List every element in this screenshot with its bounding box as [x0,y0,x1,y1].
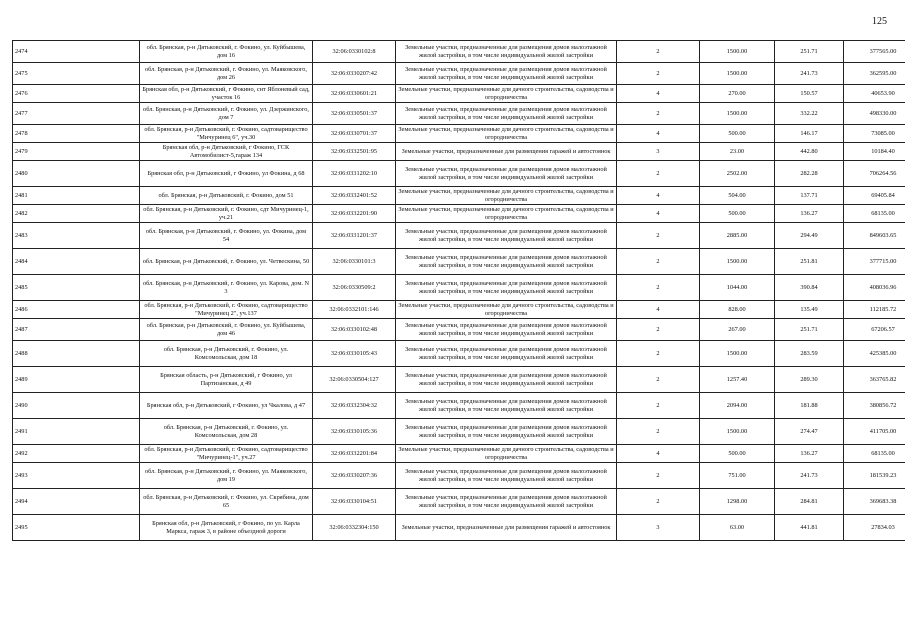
row-number: 2490 [13,393,140,419]
cadastral-value-cell: 706264.56 [844,161,905,187]
category-cell: 2 [617,161,700,187]
row-number: 2495 [13,515,140,541]
table-row [13,103,905,125]
row-number: 2491 [13,419,140,445]
category-cell: 2 [617,63,700,85]
land-use-cell: Земельные участки, предназначенные для размещения домов малоэтажной жилой застройки, в том числе индивидуальной жилой застройки [396,319,617,341]
category-cell: 4 [617,205,700,223]
table-row [13,41,905,63]
cadastral-value-cell: 181539.23 [844,463,905,489]
cadastral-value-cell: 408036.96 [844,275,905,301]
address-cell: обл. Брянская, р-н Дятьковский, г. Фокино, садтоварищество "Мичуринец 2", уч.137 [140,301,313,319]
cadastral-number-cell: 32:06:0332201:84 [313,445,396,463]
cadastral-value-cell: 10184.40 [844,143,905,161]
address-cell: Брянская область, р-н Дятьковский, г Фокино, ул Партизанская, д 49 [140,367,313,393]
address-cell: обл. Брянская, р-н Дятьковский, г. Фокино, ул. Карова, дом. N 3 [140,275,313,301]
table-row [13,85,905,103]
unit-value-cell: 284.81 [775,489,844,515]
cadastral-value-cell: 68135.00 [844,445,905,463]
cadastral-number-cell: 32:06:0332201:90 [313,205,396,223]
unit-value-cell: 251.81 [775,249,844,275]
cadastral-number-cell: 32:06:0332101:146 [313,301,396,319]
row-number: 2487 [13,319,140,341]
land-use-cell: Земельные участки, предназначенные для дачного строительства, садоводства и огородничества [396,125,617,143]
cadastral-number-cell: 32:06:0332501:95 [313,143,396,161]
cadastral-number-cell: 32:06:0330207:36 [313,463,396,489]
address-cell: обл. Брянская, р-н Дятьковский, г. Фокино, ул. Четвескина, 50 [140,249,313,275]
land-use-cell: Земельные участки, предназначенные для размещения домов малоэтажной жилой застройки, в том числе индивидуальной жилой застройки [396,223,617,249]
land-use-cell: Земельные участки, предназначенные для размещения домов малоэтажной жилой застройки, в том числе индивидуальной жилой застройки [396,41,617,63]
cadastral-value-cell: 377565.00 [844,41,905,63]
land-use-cell: Земельные участки, предназначенные для размещения гаражей и автостоянок [396,143,617,161]
land-use-cell: Земельные участки, предназначенные для размещения домов малоэтажной жилой застройки, в том числе индивидуальной жилой застройки [396,63,617,85]
table-row [13,249,905,275]
area-cell: 23.00 [700,143,775,161]
address-cell: обл. Брянская, р-н Дятьковский, г. Фокино, ул. Дзержинского, дом 7 [140,103,313,125]
cadastral-number-cell: 32:06:0330102:8 [313,41,396,63]
cadastral-number-cell: 32:06:0332304:150 [313,515,396,541]
cadastral-value-cell: 67206.57 [844,319,905,341]
address-cell: обл. Брянская, р-н Дятьковский, г. Фокино, ул. Скрябина, дом 65 [140,489,313,515]
category-cell: 2 [617,463,700,489]
table-row [13,393,905,419]
area-cell: 504.00 [700,187,775,205]
address-cell: обл. Брянская, р-н Дятьковский, г. Фокино, ул. Куйбышева, дом 46 [140,319,313,341]
row-number: 2481 [13,187,140,205]
address-cell: Брянская обл, р-н Дятьковский, г Фокино, по ул. Карла Маркса, гараж 3, в районе объездной дороги [140,515,313,541]
area-cell: 500.00 [700,205,775,223]
unit-value-cell: 274.47 [775,419,844,445]
address-cell: обл. Брянская, р-н Дятьковский, г. Фокино, ул. Комсомольская, дом 18 [140,341,313,367]
cadastral-number-cell: 32:06:0330105:36 [313,419,396,445]
land-use-cell: Земельные участки, предназначенные для дачного строительства, садоводства и огородничества [396,187,617,205]
table-row [13,125,905,143]
area-cell: 2885.00 [700,223,775,249]
area-cell: 1500.00 [700,341,775,367]
table-body [13,41,905,541]
area-cell: 1044.00 [700,275,775,301]
row-number: 2485 [13,275,140,301]
land-use-cell: Земельные участки, предназначенные для дачного строительства, садоводства и огородничества [396,301,617,319]
cadastral-number-cell: 32:06:0331202:10 [313,161,396,187]
table-row [13,341,905,367]
table-row [13,367,905,393]
table-row [13,275,905,301]
land-use-cell: Земельные участки, предназначенные для размещения домов малоэтажной жилой застройки, в том числе индивидуальной жилой застройки [396,393,617,419]
table-row [13,143,905,161]
area-cell: 500.00 [700,445,775,463]
category-cell: 2 [617,103,700,125]
area-cell: 1500.00 [700,103,775,125]
row-number: 2483 [13,223,140,249]
category-cell: 2 [617,489,700,515]
cadastral-number-cell: 32:06:0331201:37 [313,223,396,249]
unit-value-cell: 241.73 [775,63,844,85]
cadastral-value-cell: 380856.72 [844,393,905,419]
unit-value-cell: 441.81 [775,515,844,541]
cadastral-number-cell: 32:06:0330509:2 [313,275,396,301]
address-cell: Брянская обл, р-н Дятьковский, г Фокино, ГСК Автомобилист-5,гараж 134 [140,143,313,161]
land-use-cell: Земельные участки, предназначенные для размещения домов малоэтажной жилой застройки, в том числе индивидуальной жилой застройки [396,275,617,301]
category-cell: 2 [617,223,700,249]
category-cell: 2 [617,275,700,301]
unit-value-cell: 282.28 [775,161,844,187]
row-number: 2484 [13,249,140,275]
area-cell: 267.00 [700,319,775,341]
category-cell: 2 [617,367,700,393]
row-number: 2478 [13,125,140,143]
cadastral-number-cell: 32:06:0330101:3 [313,249,396,275]
land-use-cell: Земельные участки, предназначенные для дачного строительства, садоводства и огородничества [396,85,617,103]
category-cell: 2 [617,249,700,275]
unit-value-cell: 136.27 [775,445,844,463]
unit-value-cell: 137.71 [775,187,844,205]
unit-value-cell: 442.80 [775,143,844,161]
area-cell: 1500.00 [700,249,775,275]
row-number: 2477 [13,103,140,125]
category-cell: 2 [617,41,700,63]
land-use-cell: Земельные участки, предназначенные для размещения домов малоэтажной жилой застройки, в том числе индивидуальной жилой застройки [396,341,617,367]
unit-value-cell: 241.73 [775,463,844,489]
address-cell: обл. Брянская, р-н Дятьковский, г. Фокино, садтоварищество "Мичуринец-1", уч.27 [140,445,313,463]
land-use-cell: Земельные участки, предназначенные для размещения домов малоэтажной жилой застройки, в том числе индивидуальной жилой застройки [396,367,617,393]
address-cell: обл. Брянская, р-н Дятьковский, г. Фокино, ул. Маяковского, дом 19 [140,463,313,489]
area-cell: 500.00 [700,125,775,143]
land-use-cell: Земельные участки, предназначенные для размещения домов малоэтажной жилой застройки, в том числе индивидуальной жилой застройки [396,103,617,125]
unit-value-cell: 181.88 [775,393,844,419]
cadastral-value-cell: 40653.90 [844,85,905,103]
row-number: 2479 [13,143,140,161]
row-number: 2482 [13,205,140,223]
table-row [13,205,905,223]
page-number: 125 [872,16,887,27]
address-cell: обл. Брянская, р-н Дятьковский, г. Фокино, ул. Маяковского, дом 26 [140,63,313,85]
address-cell: обл. Брянская, р-н Дятьковский, г. Фокино, дом 51 [140,187,313,205]
category-cell: 2 [617,319,700,341]
category-cell: 3 [617,515,700,541]
table-row [13,419,905,445]
cadastral-number-cell: 32:06:0332304:32 [313,393,396,419]
category-cell: 4 [617,125,700,143]
cadastral-value-cell: 362595.00 [844,63,905,85]
cadastral-value-cell: 73085.00 [844,125,905,143]
unit-value-cell: 136.27 [775,205,844,223]
address-cell: Брянская обл, р-н Дятьковский, г Фокино, снт Яблоневый сад, участок 16 [140,85,313,103]
table-row [13,187,905,205]
address-cell: обл. Брянская, р-н Дятьковский, г. Фокино, садтоварищество "Мичуринец 6", уч.30 [140,125,313,143]
area-cell: 1500.00 [700,63,775,85]
table-row [13,463,905,489]
unit-value-cell: 135.49 [775,301,844,319]
area-cell: 1257.40 [700,367,775,393]
land-use-cell: Земельные участки, предназначенные для размещения домов малоэтажной жилой застройки, в том числе индивидуальной жилой застройки [396,463,617,489]
category-cell: 2 [617,341,700,367]
address-cell: обл. Брянская, р-н Дятьковский, г. Фокино, ул. Комсомольская, дом 28 [140,419,313,445]
cadastral-value-cell: 425385.00 [844,341,905,367]
table-row [13,445,905,463]
cadastral-number-cell: 32:06:0330701:37 [313,125,396,143]
cadastral-value-cell: 69405.84 [844,187,905,205]
unit-value-cell: 289.30 [775,367,844,393]
cadastral-number-cell: 32:06:0330102:48 [313,319,396,341]
address-cell: обл. Брянская, р-н Дятьковский, г. Фокино, ул. Фокина, дом 54 [140,223,313,249]
cadastral-value-cell: 363765.82 [844,367,905,393]
cadastral-number-cell: 32:06:0330601:21 [313,85,396,103]
area-cell: 1500.00 [700,419,775,445]
unit-value-cell: 390.84 [775,275,844,301]
cadastral-number-cell: 32:06:0330501:37 [313,103,396,125]
cadastral-value-cell: 377715.00 [844,249,905,275]
unit-value-cell: 251.71 [775,319,844,341]
row-number: 2488 [13,341,140,367]
unit-value-cell: 146.17 [775,125,844,143]
address-cell: обл. Брянская, р-н Дятьковский, г. Фокино, ул. Куйбышева, дом 16 [140,41,313,63]
cadastral-value-cell: 411705.00 [844,419,905,445]
category-cell: 3 [617,143,700,161]
area-cell: 63.00 [700,515,775,541]
address-cell: обл. Брянская, р-н Дятьковский, г. Фокино, сдт Мичуринец-1, уч.21 [140,205,313,223]
row-number: 2492 [13,445,140,463]
area-cell: 828.00 [700,301,775,319]
category-cell: 4 [617,85,700,103]
cadastral-number-cell: 32:06:0330504:127 [313,367,396,393]
row-number: 2489 [13,367,140,393]
category-cell: 4 [617,301,700,319]
table-row [13,319,905,341]
cadastral-number-cell: 32:06:0330104:51 [313,489,396,515]
land-use-cell: Земельные участки, предназначенные для размещения домов малоэтажной жилой застройки, в том числе индивидуальной жилой застройки [396,419,617,445]
unit-value-cell: 283.59 [775,341,844,367]
cadastral-number-cell: 32:06:0330207:42 [313,63,396,85]
unit-value-cell: 332.22 [775,103,844,125]
table-row [13,489,905,515]
area-cell: 751.00 [700,463,775,489]
land-registry-table [12,40,905,541]
cadastral-value-cell: 27834.03 [844,515,905,541]
row-number: 2475 [13,63,140,85]
land-use-cell: Земельные участки, предназначенные для размещения домов малоэтажной жилой застройки, в том числе индивидуальной жилой застройки [396,161,617,187]
area-cell: 2502.00 [700,161,775,187]
category-cell: 2 [617,419,700,445]
table-row [13,301,905,319]
table-row [13,515,905,541]
row-number: 2480 [13,161,140,187]
table-row [13,63,905,85]
cadastral-value-cell: 112185.72 [844,301,905,319]
category-cell: 4 [617,187,700,205]
cadastral-value-cell: 68135.00 [844,205,905,223]
land-use-cell: Земельные участки, предназначенные для размещения гаражей и автостоянок [396,515,617,541]
area-cell: 1500.00 [700,41,775,63]
unit-value-cell: 251.71 [775,41,844,63]
category-cell: 2 [617,393,700,419]
unit-value-cell: 294.49 [775,223,844,249]
cadastral-number-cell: 32:06:0330105:43 [313,341,396,367]
address-cell: Брянская обл, р-н Дятьковский, г Фокино, ул Фокина, д 68 [140,161,313,187]
row-number: 2486 [13,301,140,319]
table-row [13,223,905,249]
row-number: 2494 [13,489,140,515]
area-cell: 2094.00 [700,393,775,419]
cadastral-value-cell: 498330.00 [844,103,905,125]
address-cell: Брянская обл, р-н Дятьковский, г Фокино, ул Чкалова, д 47 [140,393,313,419]
table-row [13,161,905,187]
land-use-cell: Земельные участки, предназначенные для дачного строительства, садоводства и огородничества [396,445,617,463]
row-number: 2493 [13,463,140,489]
land-use-cell: Земельные участки, предназначенные для размещения домов малоэтажной жилой застройки, в том числе индивидуальной жилой застройки [396,489,617,515]
cadastral-number-cell: 32:06:0332401:52 [313,187,396,205]
row-number: 2474 [13,41,140,63]
land-use-cell: Земельные участки, предназначенные для размещения домов малоэтажной жилой застройки, в том числе индивидуальной жилой застройки [396,249,617,275]
category-cell: 4 [617,445,700,463]
area-cell: 1298.00 [700,489,775,515]
unit-value-cell: 150.57 [775,85,844,103]
cadastral-value-cell: 369683.38 [844,489,905,515]
row-number: 2476 [13,85,140,103]
land-use-cell: Земельные участки, предназначенные для дачного строительства, садоводства и огородничества [396,205,617,223]
cadastral-value-cell: 849603.65 [844,223,905,249]
area-cell: 270.00 [700,85,775,103]
